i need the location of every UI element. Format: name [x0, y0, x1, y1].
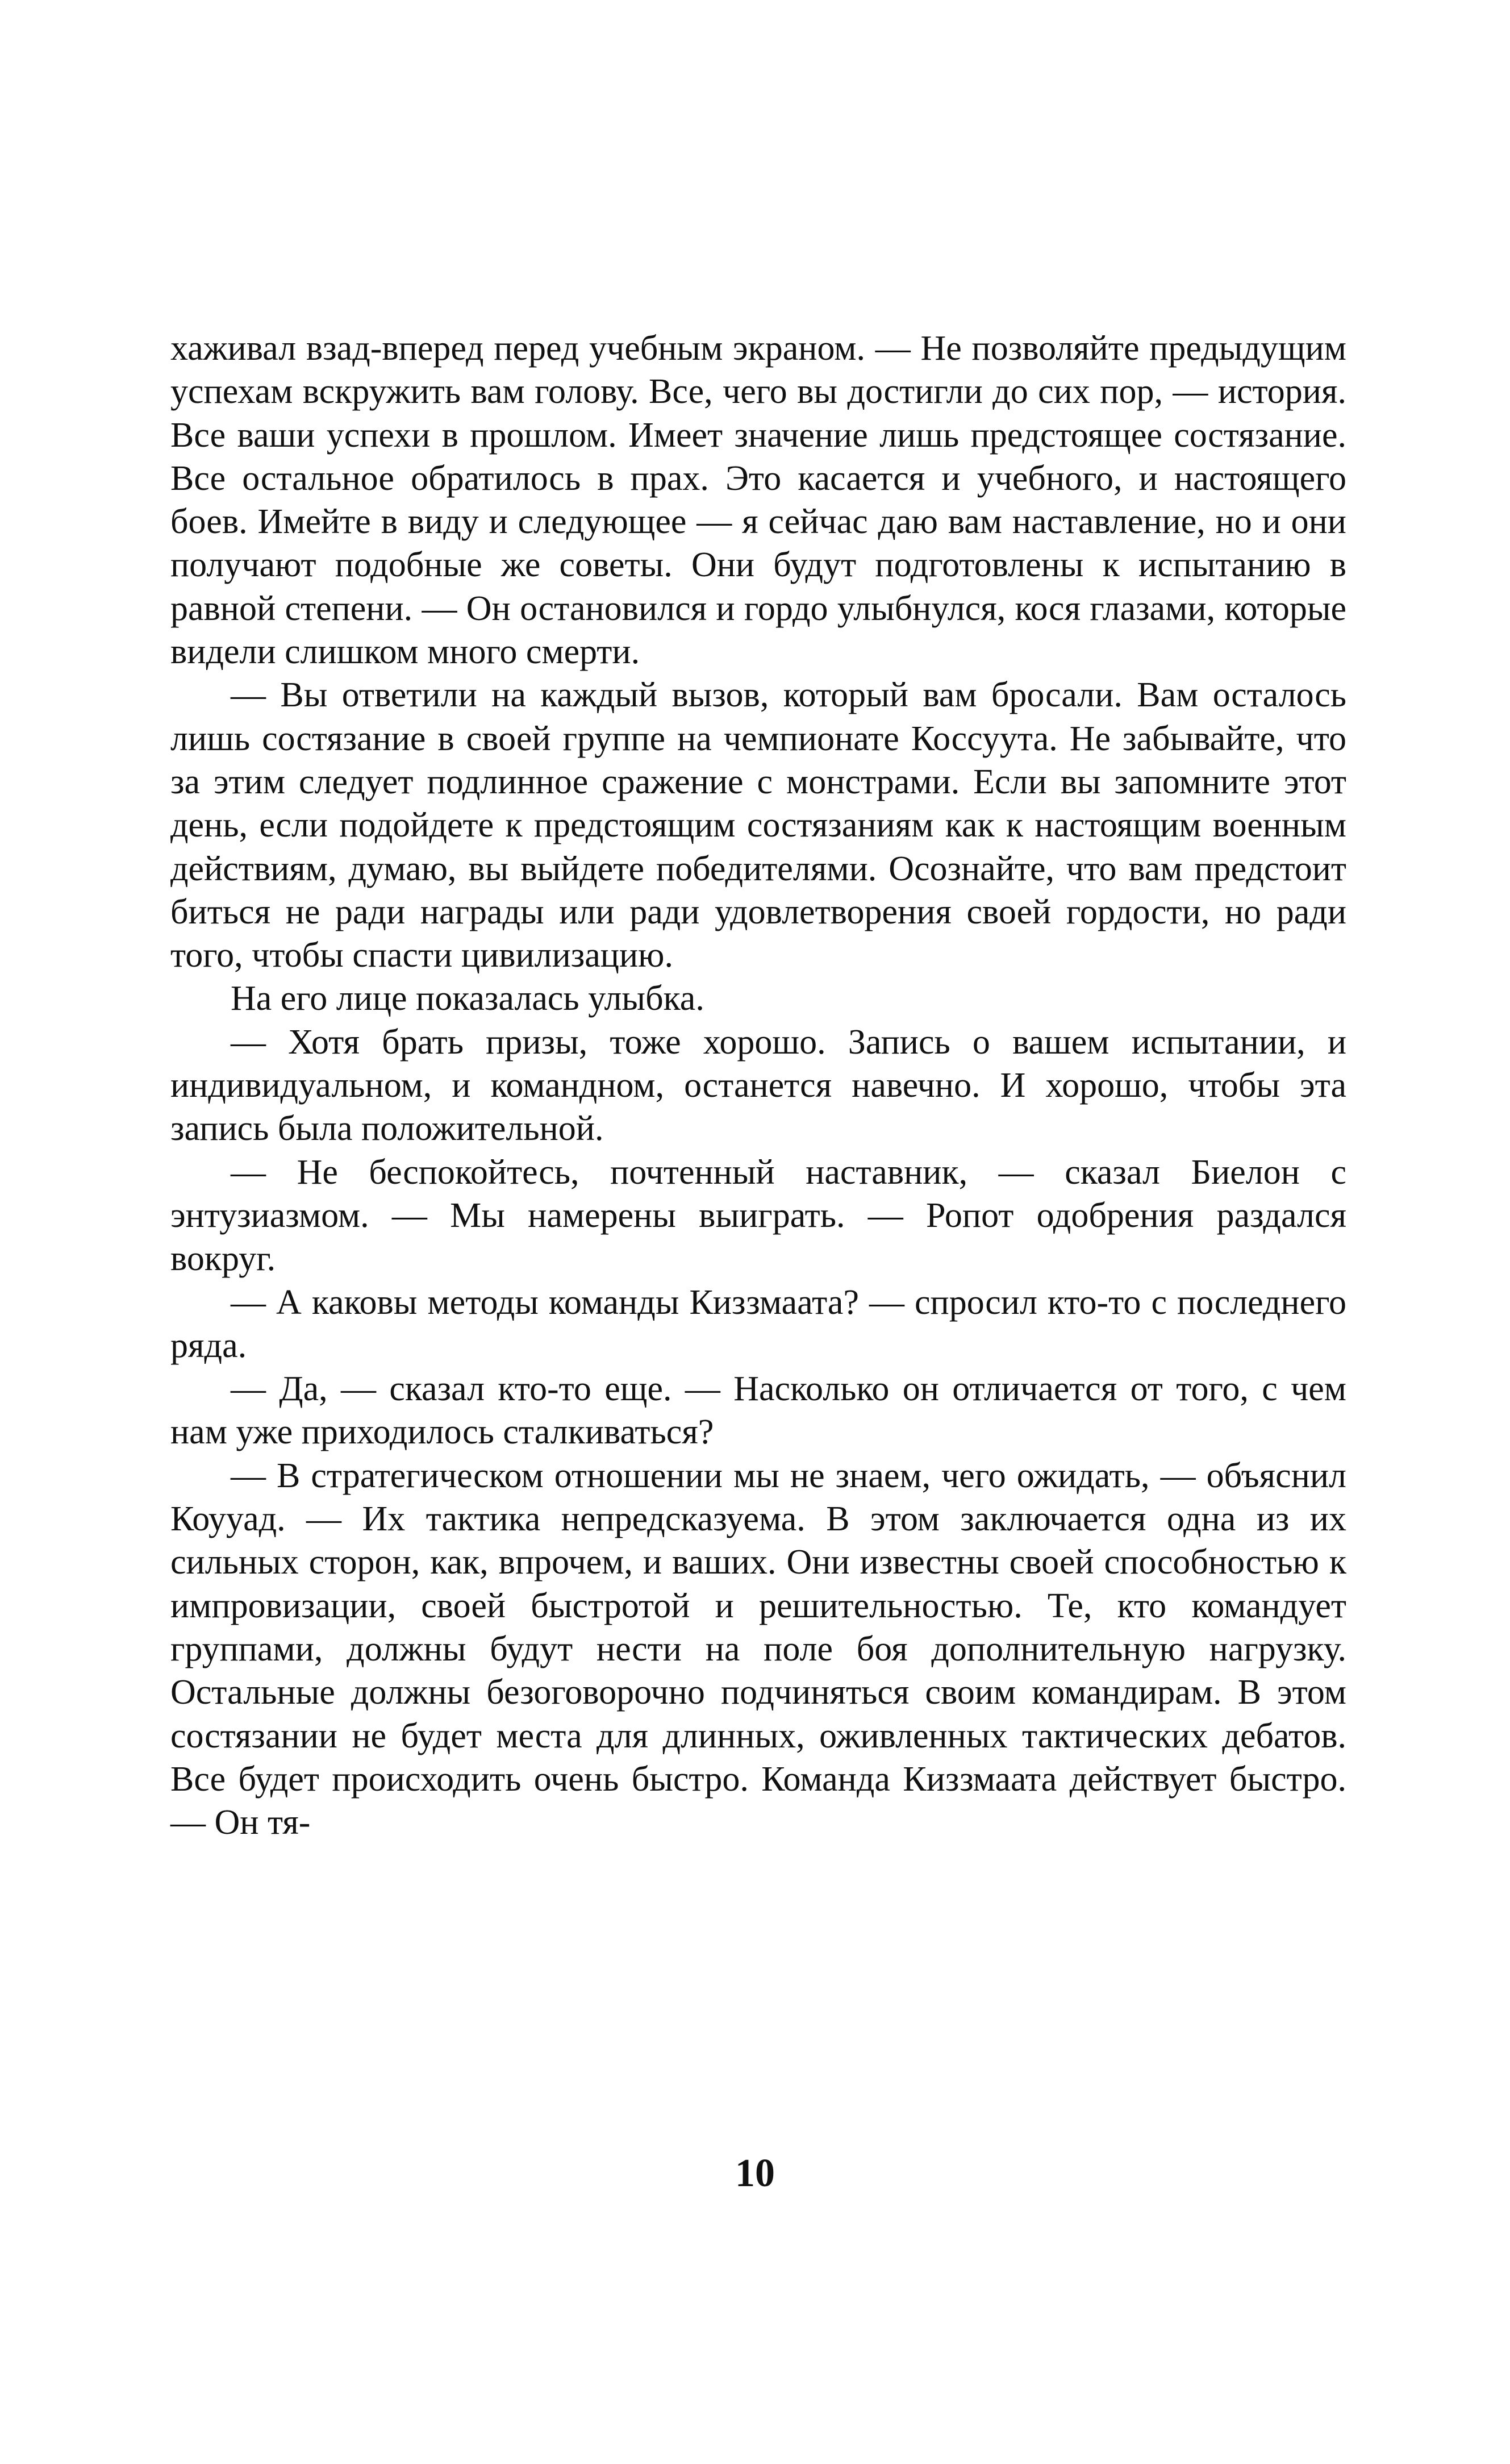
paragraph-2: — Вы ответили на каждый вызов, который вам бросали. Вам осталось лишь состязание в своей группе на чемпионате Коссуута. Не забывайте, что за этим следует подлинное сражение с монстрами. Если вы запомните этот день, если подойдете к предстоящим состязаниям как к настоящим военным действиям, думаю, вы выйдете победителями. Осознайте, что вам предстоит биться не ради награды или ради удовлетворения своей гордости, но ради того, чтобы спасти цивилизацию. [170, 676, 1346, 975]
paragraph-3: На его лице показалась улыбка. [231, 979, 704, 1018]
body-text [170, 327, 1346, 1844]
paragraph-4: — Хотя брать призы, тоже хорошо. Запись о вашем испытании, и индивидуальном, и командном, останется навечно. И хорошо, чтобы эта запись была положительной. [170, 1022, 1346, 1148]
paragraph-8: — В стратегическом отношении мы не знаем, чего ожидать, — объяснил Коууад. — Их тактика непредсказуема. В этом заключается одна из их сильных сторон, как, впрочем, и ваших. Они известны своей способностью к импровизации, своей быстротой и решительностью. Те, кто командует группами, должны будут нести на поле боя дополнительную нагрузку. Остальные должны безоговорочно подчиняться своим командирам. В этом состязании не будет места для длинных, оживленных тактических дебатов. Все будет происходить очень быстро. Команда Киззмаата действует быстро. — Он тя- [170, 1456, 1346, 1842]
paragraph-1: хаживал взад-вперед перед учебным экраном. — Не позволяйте предыдущим успехам вскружить вам голову. Все, чего вы достигли до сих пор, — история. Все ваши успехи в прошлом. Имеет значение лишь предстоящее состязание. Все остальное обратилось в прах. Это касается и учебного, и настоящего боев. Имейте в виду и следующее — я сейчас даю вам наставление, но и они получают подобные же советы. Они будут подготовлены к испытанию в равной степени. — Он остановился и гордо улыбнулся, кося глазами, которые видели слишком много смерти. [170, 329, 1346, 672]
paragraph-5: — Не беспокойтесь, почтенный наставник, — сказал Биелон с энтузиазмом. — Мы намерены выиграть. — Ропот одобрения раздался вокруг. [170, 1152, 1346, 1279]
page-number: 10 [735, 2151, 775, 2195]
paragraph-6: — А каковы методы команды Киззмаата? — спросил кто-то с последнего ряда. [170, 1283, 1346, 1365]
paragraph-7: — Да, — сказал кто-то еще. — Насколько он отличается от того, с чем нам уже приходилось сталкиваться? [170, 1370, 1346, 1452]
